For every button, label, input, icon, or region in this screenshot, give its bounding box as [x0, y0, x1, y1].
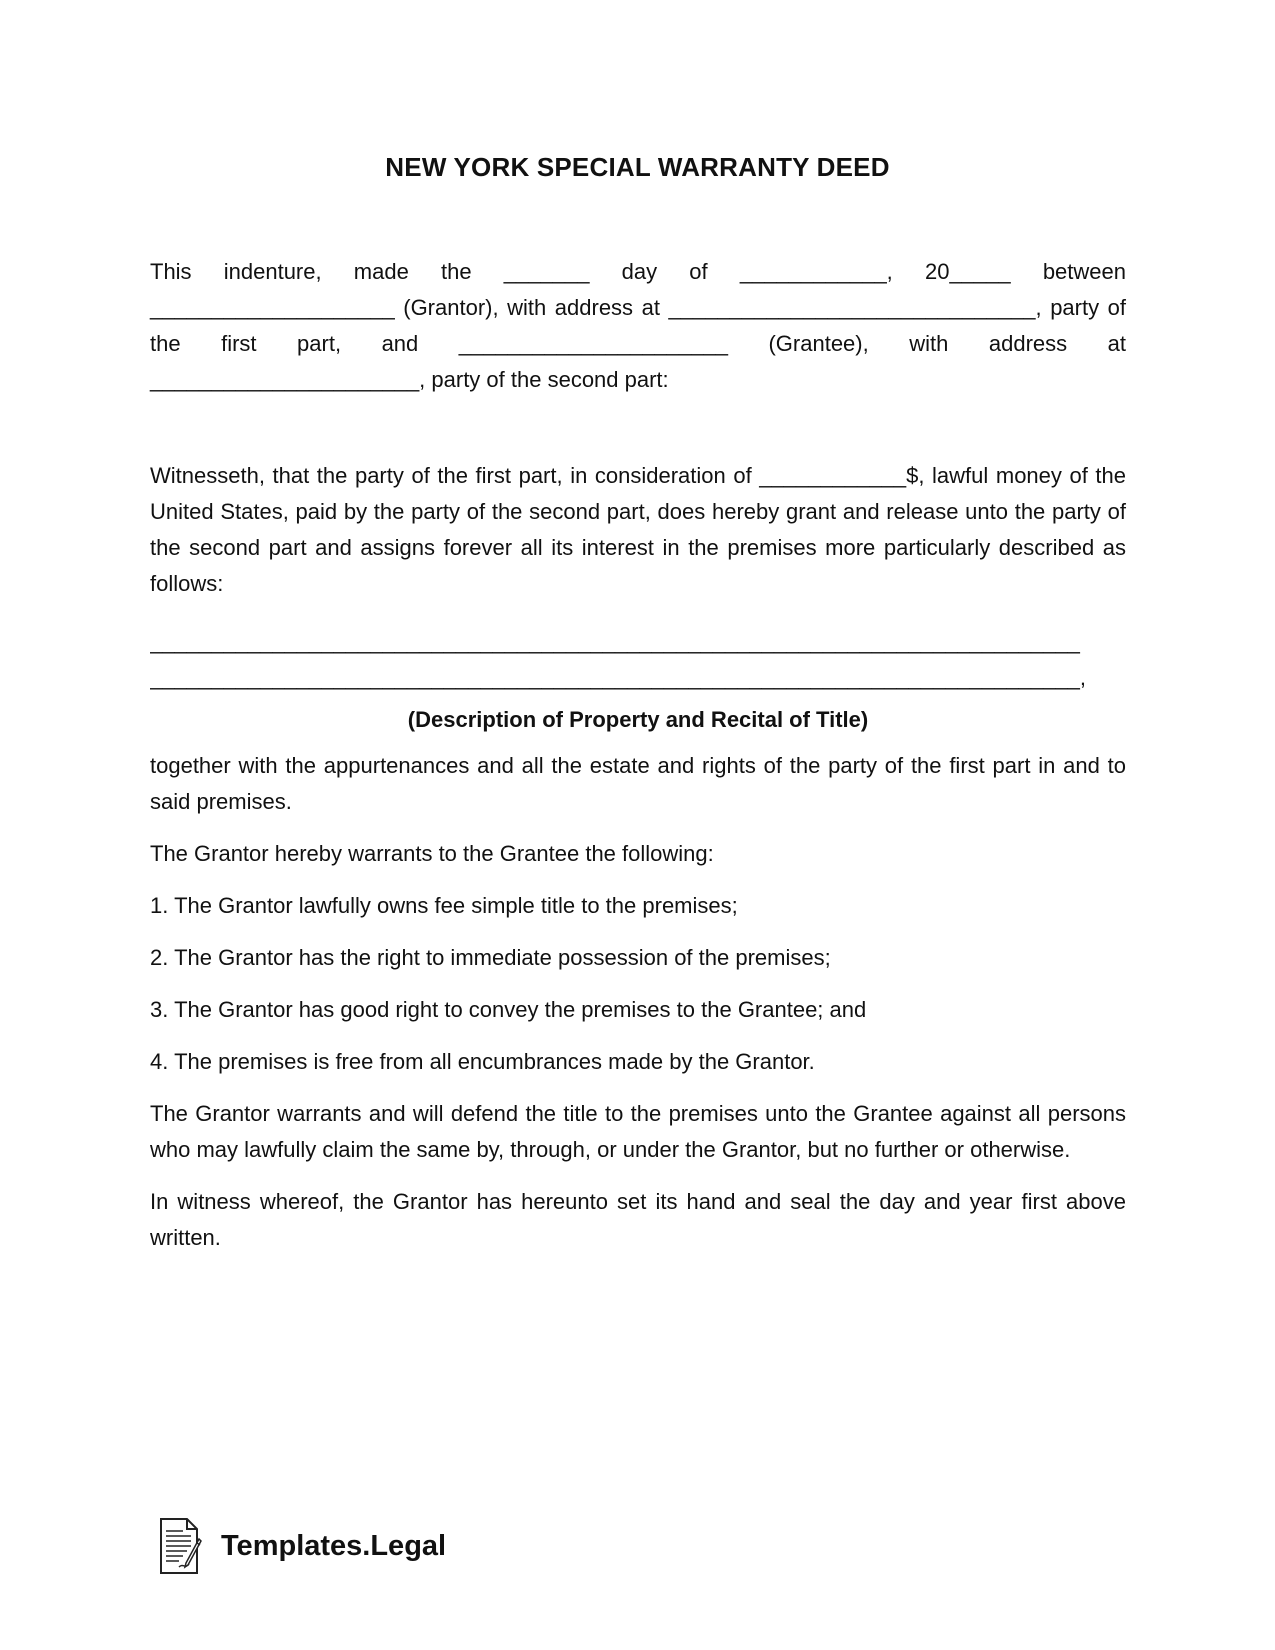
warranty-item: 1. The Grantor lawfully owns fee simple title to the premises;: [150, 893, 738, 918]
witnesseth-paragraph: Witnesseth, that the party of the first part, in consideration of ____________$, lawful money of the United States, paid by the party of the second part, does hereby grant and release unto the party of the second part and assigns forever all its interest in the premises more particularly described as follows:: [150, 463, 1126, 596]
appurtenances-paragraph: together with the appurtenances and all the estate and rights of the party of the first part in and to said premises.: [150, 753, 1126, 814]
intro-paragraph: This indenture, made the _______ day of ____________, 20_____ between ____________________ (Grantor), with address at ______________________________, party of the first part, and ______________________ (Grantee), with address at ______________________, party of the second part:: [150, 259, 1126, 392]
defend-paragraph: The Grantor warrants and will defend the title to the premises unto the Grantee against all persons who may lawfully claim the same by, through, or under the Grantor, but no further or otherwise.: [150, 1101, 1126, 1162]
document-with-pen-icon: [157, 1517, 205, 1575]
brand-name: Templates.Legal: [221, 1529, 447, 1562]
warrants-intro: The Grantor hereby warrants to the Grantee the following:: [150, 841, 714, 866]
property-blank-line-1: ____________________________________________________________________________: [150, 629, 1080, 654]
footer-brand: [157, 1516, 446, 1576]
intro-section: [150, 254, 1126, 414]
main-section: [150, 458, 1126, 1272]
warranty-item: 3. The Grantor has good right to convey the premises to the Grantee; and: [150, 997, 867, 1022]
document-title: NEW YORK SPECIAL WARRANTY DEED: [385, 152, 890, 182]
warranty-item: 2. The Grantor has the right to immediate possession of the premises;: [150, 945, 831, 970]
warranty-item: 4. The premises is free from all encumbrances made by the Grantor.: [150, 1049, 815, 1074]
witness-paragraph: In witness whereof, the Grantor has hereunto set its hand and seal the day and year first above written.: [150, 1189, 1126, 1250]
property-caption: (Description of Property and Recital of Title): [407, 707, 869, 732]
property-blank-line-2: ____________________________________________________________________________,: [150, 665, 1086, 690]
